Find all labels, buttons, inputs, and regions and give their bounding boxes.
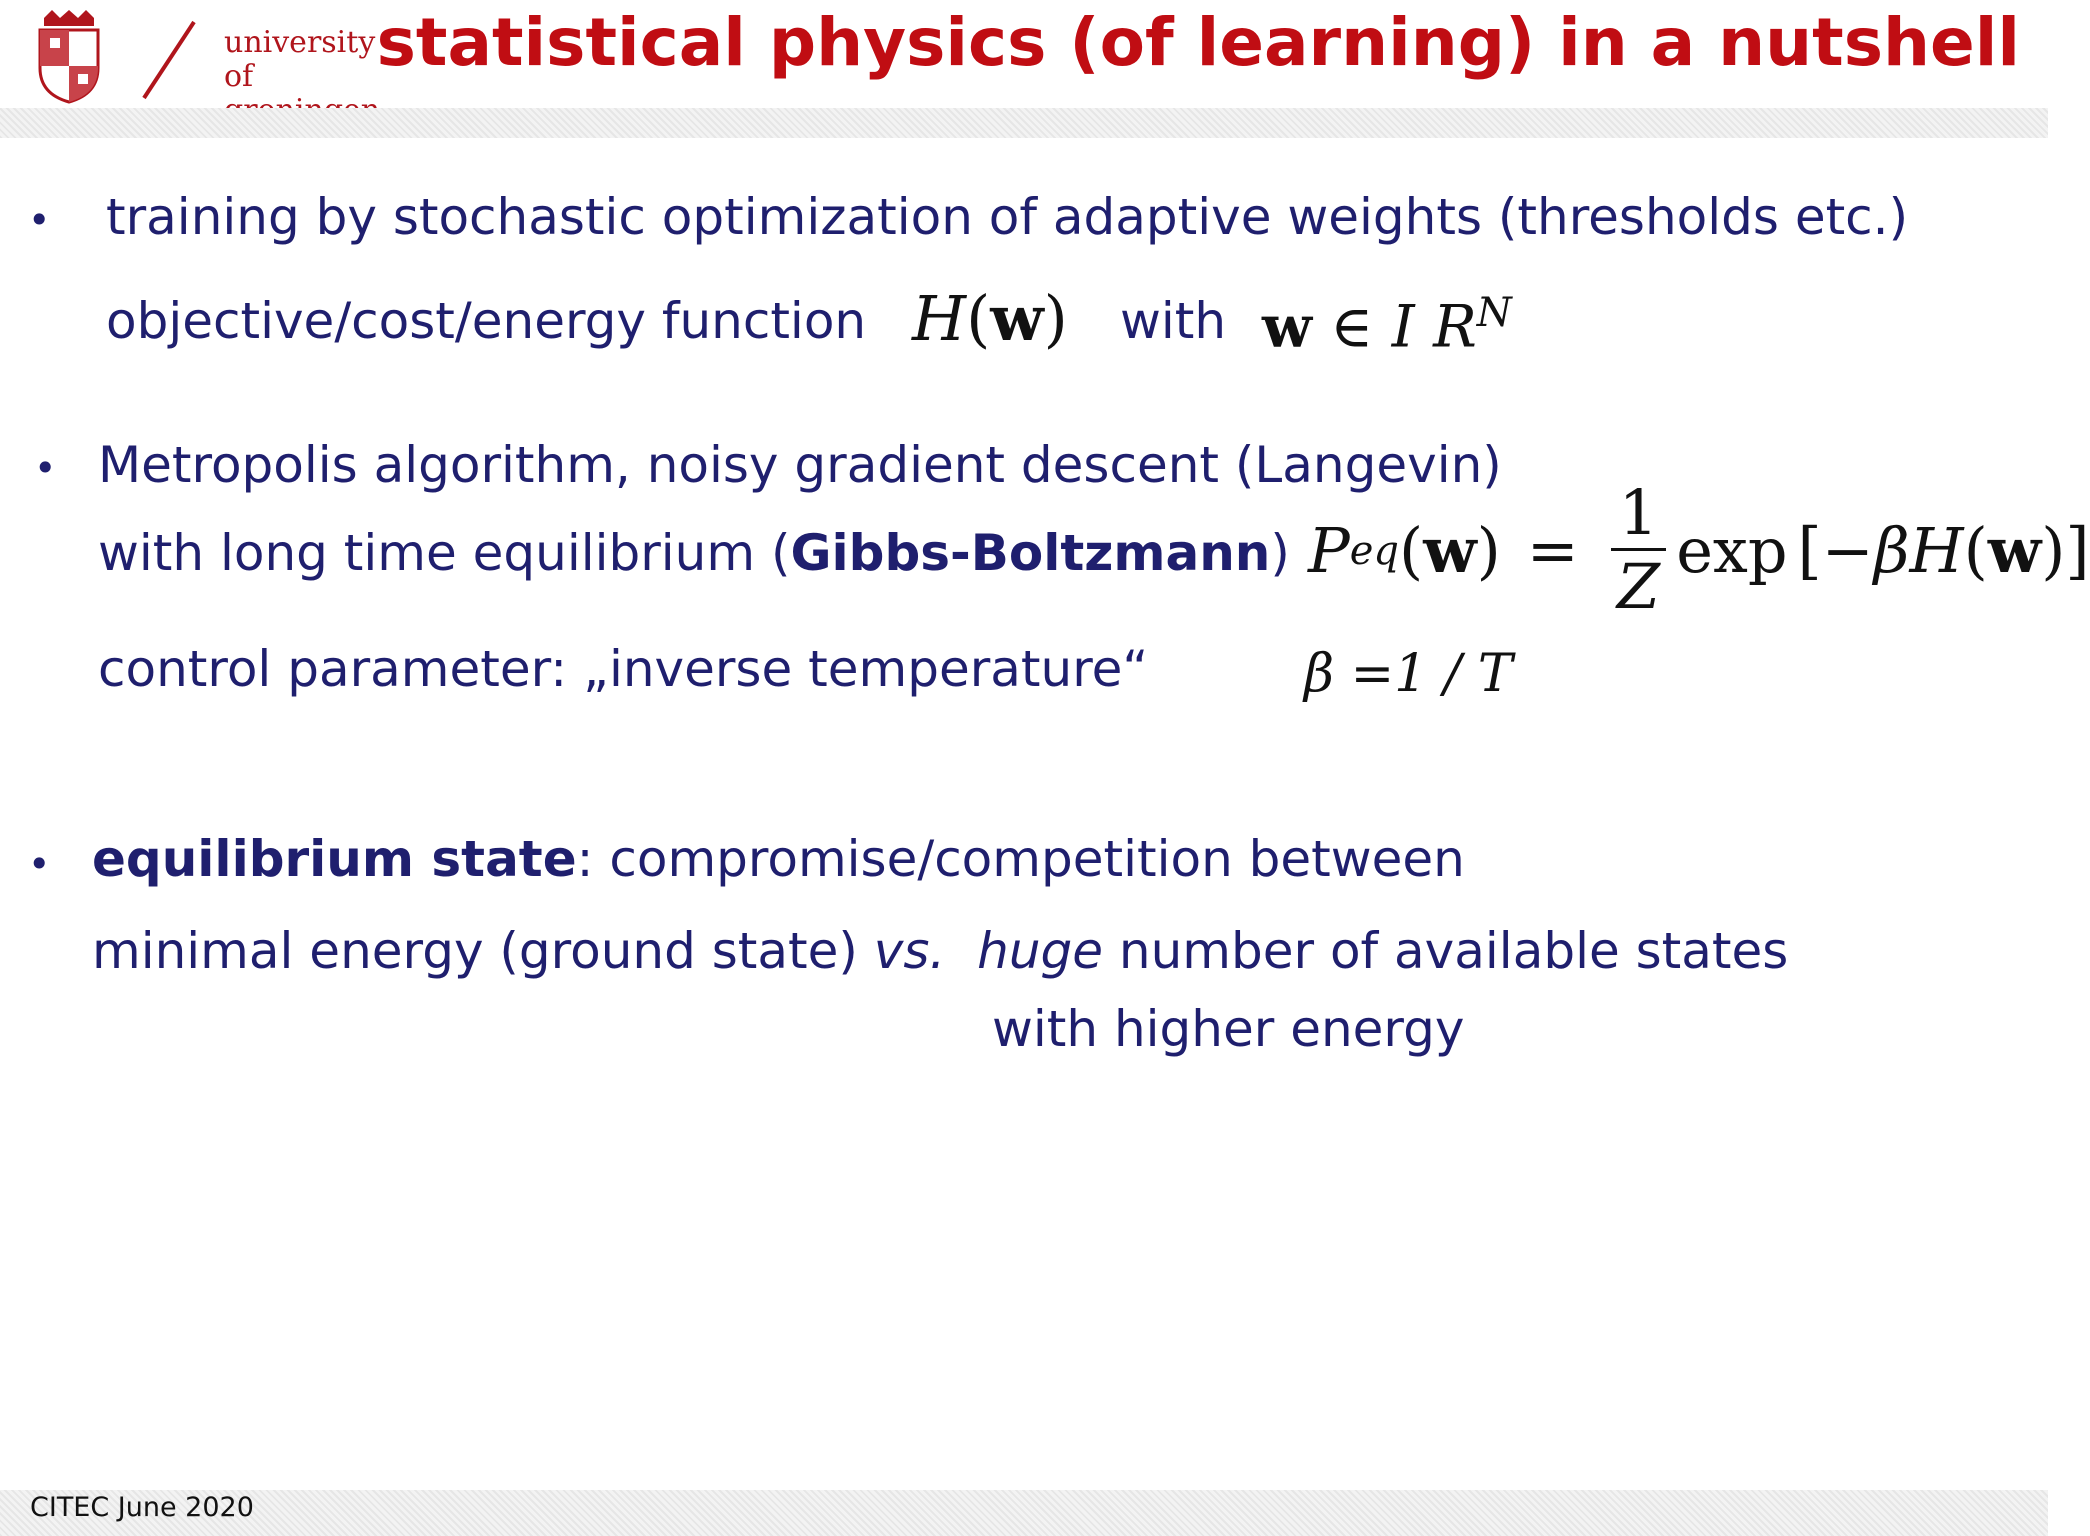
bullet-1-line1: training by stochastic optimization of adaptive weights (thresholds etc.) [106, 188, 1909, 246]
math-H: H [912, 282, 967, 355]
crest-icon [34, 8, 104, 104]
slide-title: statistical physics (of learning) in a nutshell [376, 4, 2020, 81]
formula-gibbs-boltzmann: P eq ( w ) = $\frac{1}{Z}$ exp [ −β H ( w )] [1308, 476, 2090, 623]
bullet-1-line2: objective/cost/energy function [106, 292, 867, 350]
fraction-one-over-Z: $\frac{1}{Z}$ [1611, 478, 1666, 623]
gibbs-boltzmann: Gibbs-Boltzmann [790, 524, 1271, 582]
math-N: N [1476, 290, 1512, 336]
bullet-1-dot: • [28, 198, 51, 242]
header-divider [0, 108, 2048, 138]
bullet-2-line1: Metropolis algorithm, noisy gradient descent (Langevin) [98, 436, 1502, 494]
university-line1: university of [224, 25, 376, 94]
equilibrium-state-term: equilibrium state [92, 830, 577, 888]
math-R: I R [1391, 292, 1477, 361]
bullet-3-dot: • [28, 842, 51, 886]
university-logo [34, 8, 404, 108]
bullet-2-line2: with long time equilibrium (Gibbs-Boltzmann) [98, 524, 1290, 582]
bullet-2-dot: • [34, 446, 57, 490]
math-w: w [990, 282, 1044, 355]
bullet-3-line2: minimal energy (ground state) vs. huge number of available states [92, 922, 1789, 980]
footer-divider [0, 1490, 2048, 1536]
bullet-1-with: with [1120, 292, 1227, 350]
bullet-2-line3: control parameter: „inverse temperature“ [98, 640, 1149, 698]
footer-text: CITEC June 2020 [30, 1492, 254, 1523]
formula-beta: β =1 / T [1304, 644, 1513, 704]
logo-slash [134, 14, 204, 104]
formula-H-of-w: H(w) [912, 282, 1068, 355]
formula-w-in-RN: w ∈ I $R^N$ [1262, 290, 1512, 361]
bullet-3-line3: with higher energy [992, 1000, 1465, 1058]
bullet-3-line1: equilibrium state: compromise/competition between [92, 830, 1465, 888]
math-element-of: ∈ [1330, 292, 1374, 361]
